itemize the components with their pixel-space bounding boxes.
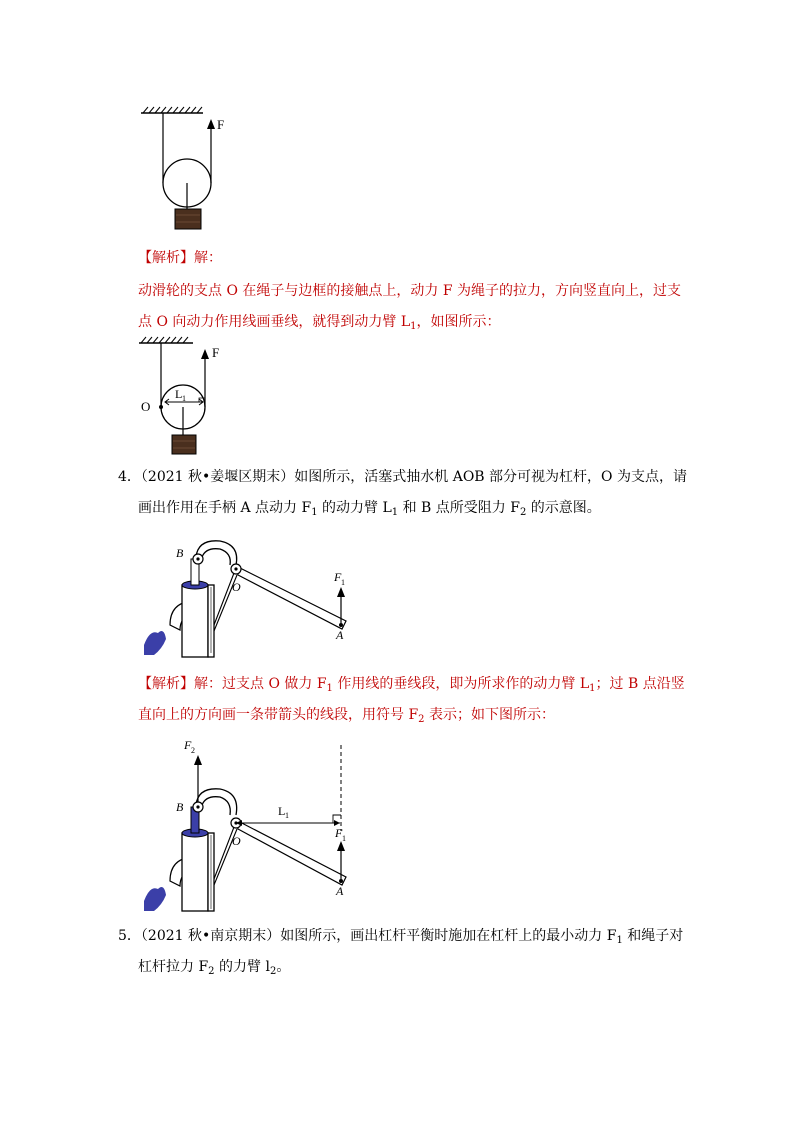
pulley-figure xyxy=(135,105,245,235)
force-label-f1-sub: 1 xyxy=(342,834,346,843)
pulley-arm-figure xyxy=(135,335,245,460)
point-label-b: B xyxy=(176,800,184,814)
question-4-line1: 4．（2021 秋•姜堰区期末）如图所示，活塞式抽水机 AOB 部分可视为杠杆，O 为支点，请 xyxy=(118,469,687,485)
analysis1-line1: 动滑轮的支点 O 在绳子与边框的接触点上，动力 F 为绳子的拉力，方向竖直向上，过支 xyxy=(138,283,681,299)
point-label-b: B xyxy=(176,546,184,560)
question-4-line2: 画出作用在手柄 A 点动力 $F_1$ 的动力臂 $L_1$ 和 B 点所受阻力 $F_2$ 的示意图。 xyxy=(138,500,601,518)
question-5-line2: 杠杆拉力 $F_2$ 的力臂 $l_2$。 xyxy=(138,959,291,977)
pump-answer-figure xyxy=(140,735,360,915)
analysis-prefix: 解： xyxy=(194,250,222,266)
force-label-f1-sub: 1 xyxy=(341,578,345,587)
point-label-o: O xyxy=(232,580,241,594)
arm-label-l1: L xyxy=(278,804,286,818)
pump-figure xyxy=(140,535,360,660)
force-label-f2-sub: 2 xyxy=(191,746,195,755)
arm-label-sub: 1 xyxy=(182,394,186,403)
force-label-f1: F xyxy=(334,570,342,584)
force-label-f: F xyxy=(217,117,225,132)
analysis4-line2: 直向上的方向画一条带箭头的线段，用符号 $F_2$ 表示；如下图所示： xyxy=(138,707,555,725)
pivot-label-o: O xyxy=(141,399,151,414)
point-label-o: O xyxy=(232,834,241,848)
point-label-a: A xyxy=(336,884,344,898)
arm-label-l1-sub: 1 xyxy=(285,811,289,820)
analysis4-line1: 【解析】解：过支点 O 做力 $F_1$ 作用线的垂线段，即为所求作的动力臂 $L_1$；过 B 点沿竖 xyxy=(138,676,685,694)
analysis-tag: 【解析】 xyxy=(138,250,194,266)
force-label-f2: F xyxy=(184,738,192,752)
arm-label-l: L xyxy=(175,387,183,401)
analysis1-line2: 点 O 向动力作用线画垂线，就得到动力臂 $L_1$，如图所示： xyxy=(138,314,501,332)
point-label-a: A xyxy=(336,628,344,642)
force-label-f1: F xyxy=(335,826,343,840)
question-5-line1: 5．（2021 秋•南京期末）如图所示，画出杠杆平衡时施加在杠杆上的最小动力 $F_1$ 和绳子对 xyxy=(118,928,684,946)
force-label-f: F xyxy=(212,345,220,360)
